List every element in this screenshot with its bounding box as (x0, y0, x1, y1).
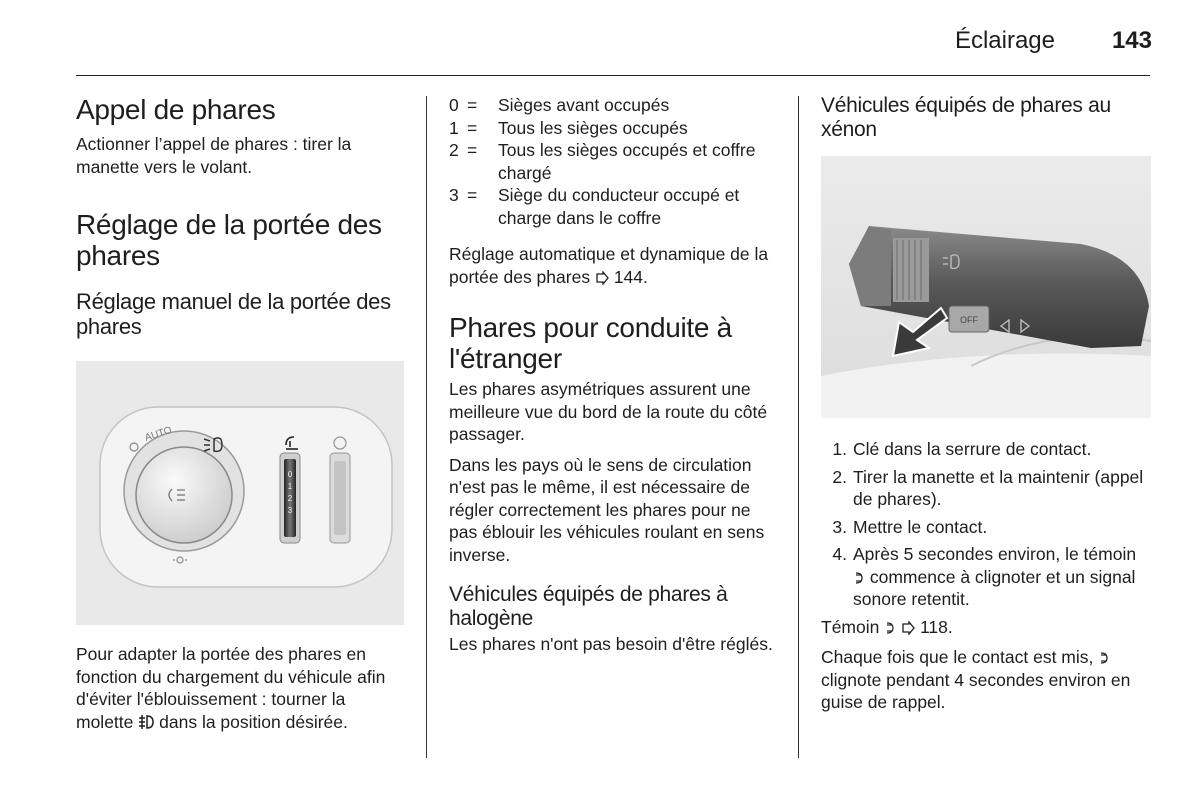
page-reference[interactable]: 144. (613, 266, 648, 287)
paragraph-indicator-ref (821, 616, 1151, 639)
list-item (449, 117, 779, 140)
heading-halogen: Véhicules équipés de phares à halogène (449, 583, 728, 630)
column-2 (449, 94, 779, 656)
page-reference-arrow-icon (901, 621, 915, 635)
page-reference[interactable]: 118. (919, 616, 953, 637)
wheel-position-0: 0 (287, 470, 293, 479)
paragraph-flash: Actionner l’appel de phares : tirer la manette vers le volant. (76, 134, 352, 177)
section-title: Éclairage (954, 27, 1055, 54)
load-positions-list (449, 94, 779, 229)
position-key: 2 (449, 140, 459, 160)
step-text: Clé dans la serrure de contact. (853, 439, 1092, 459)
heading-driving-abroad: Phares pour conduite à l'étranger (449, 312, 732, 374)
adjust-text-before: Pour adapter la portée des phares en fonction du chargement du véhicule afin d'éviter l'éblouissement : tourner la molette (76, 644, 386, 732)
adjust-text-after: dans la position désirée. (159, 711, 348, 732)
column-divider (426, 96, 427, 758)
position-text: Sièges avant occupés (498, 95, 670, 115)
heading-headlight-flash: Appel de phares (76, 94, 276, 125)
list-item (821, 516, 1151, 539)
blink-text-after: clignote pendant 4 secondes environ en guise de rappel. (821, 669, 1131, 712)
wheel-position-3: 3 (287, 506, 293, 515)
step-text (853, 543, 1151, 611)
heading-xenon: Véhicules équipés de phares au xénon (821, 94, 1111, 141)
position-text: Tous les sièges occupés (498, 117, 688, 138)
column-divider (798, 96, 799, 758)
headlight-range-warning-icon (884, 621, 896, 635)
dimmer-wheel (334, 461, 346, 535)
heading-manual-range: Réglage manuel de la portée des phares (76, 289, 391, 339)
light-stalk-figure (821, 156, 1151, 418)
blink-text-before: Chaque fois que le contact est mis, (821, 647, 1094, 667)
position-key: 1 (449, 117, 459, 138)
position-key: 0 (449, 95, 459, 115)
list-item (449, 94, 779, 117)
wheel-position-1: 1 (287, 482, 293, 491)
list-item (821, 438, 1151, 461)
list-item (821, 543, 1151, 611)
page-number: 143 (1111, 27, 1152, 54)
position-equals: = (467, 140, 478, 160)
step-number: 3. (832, 516, 847, 537)
step-text-before: Après 5 secondes environ, le témoin (853, 544, 1137, 564)
paragraph-adjust (76, 643, 406, 733)
rotary-ring (893, 238, 929, 302)
list-item (821, 466, 1151, 511)
step-number: 4. (832, 544, 847, 564)
position-key: 3 (449, 185, 459, 205)
wheel-position-2: 2 (287, 494, 293, 503)
heading-headlight-range: Réglage de la portée des phares (76, 209, 382, 271)
column-3 (821, 94, 1151, 714)
switch-label: OFF (960, 315, 978, 325)
steps-list (821, 438, 1151, 611)
auto-text: Réglage automatique et dynamique de la portée des phares (449, 244, 769, 287)
list-item (449, 184, 779, 229)
position-text: Tous les sièges occupés et coffre chargé (498, 140, 756, 183)
dial-auto-label: AUTO (143, 424, 174, 444)
paragraph-blink-reminder (821, 646, 1151, 714)
step-text: Mettre le contact. (853, 516, 988, 537)
paragraph-auto-range (449, 243, 779, 288)
step-text: Tirer la manette et la maintenir (appel de phares). (853, 466, 1144, 509)
position-equals: = (467, 185, 478, 205)
step-number: 1. (832, 439, 847, 459)
step-text-after: commence à clignoter et un signal sonore retentit. (853, 566, 1136, 609)
headlight-range-icon (138, 714, 154, 730)
position-text: Siège du conducteur occupé et charge dans le coffre (498, 185, 740, 228)
headlight-dial-figure (76, 361, 404, 625)
headlight-range-warning-icon (1098, 651, 1110, 665)
step-number: 2. (832, 466, 847, 487)
indicator-label: Témoin (821, 616, 880, 637)
page-reference-arrow-icon (595, 271, 609, 285)
headlight-range-warning-icon (853, 571, 865, 585)
list-item (449, 139, 779, 184)
column-1 (76, 94, 406, 733)
position-equals: = (467, 117, 478, 138)
position-equals: = (467, 95, 478, 115)
header-divider (76, 75, 1150, 76)
paragraph-halogen: Les phares n'ont pas besoin d'être réglés. (449, 634, 773, 654)
paragraph-asymmetric: Les phares asymétriques assurent une meilleure vue du bord de la route du côté passager. (449, 379, 768, 444)
paragraph-countries: Dans les pays où le sens de circulation n'est pas le même, il est nécessaire de régler correctement les phares pour ne pas éblouir les véhicules roulant en sens inverse. (449, 454, 765, 565)
